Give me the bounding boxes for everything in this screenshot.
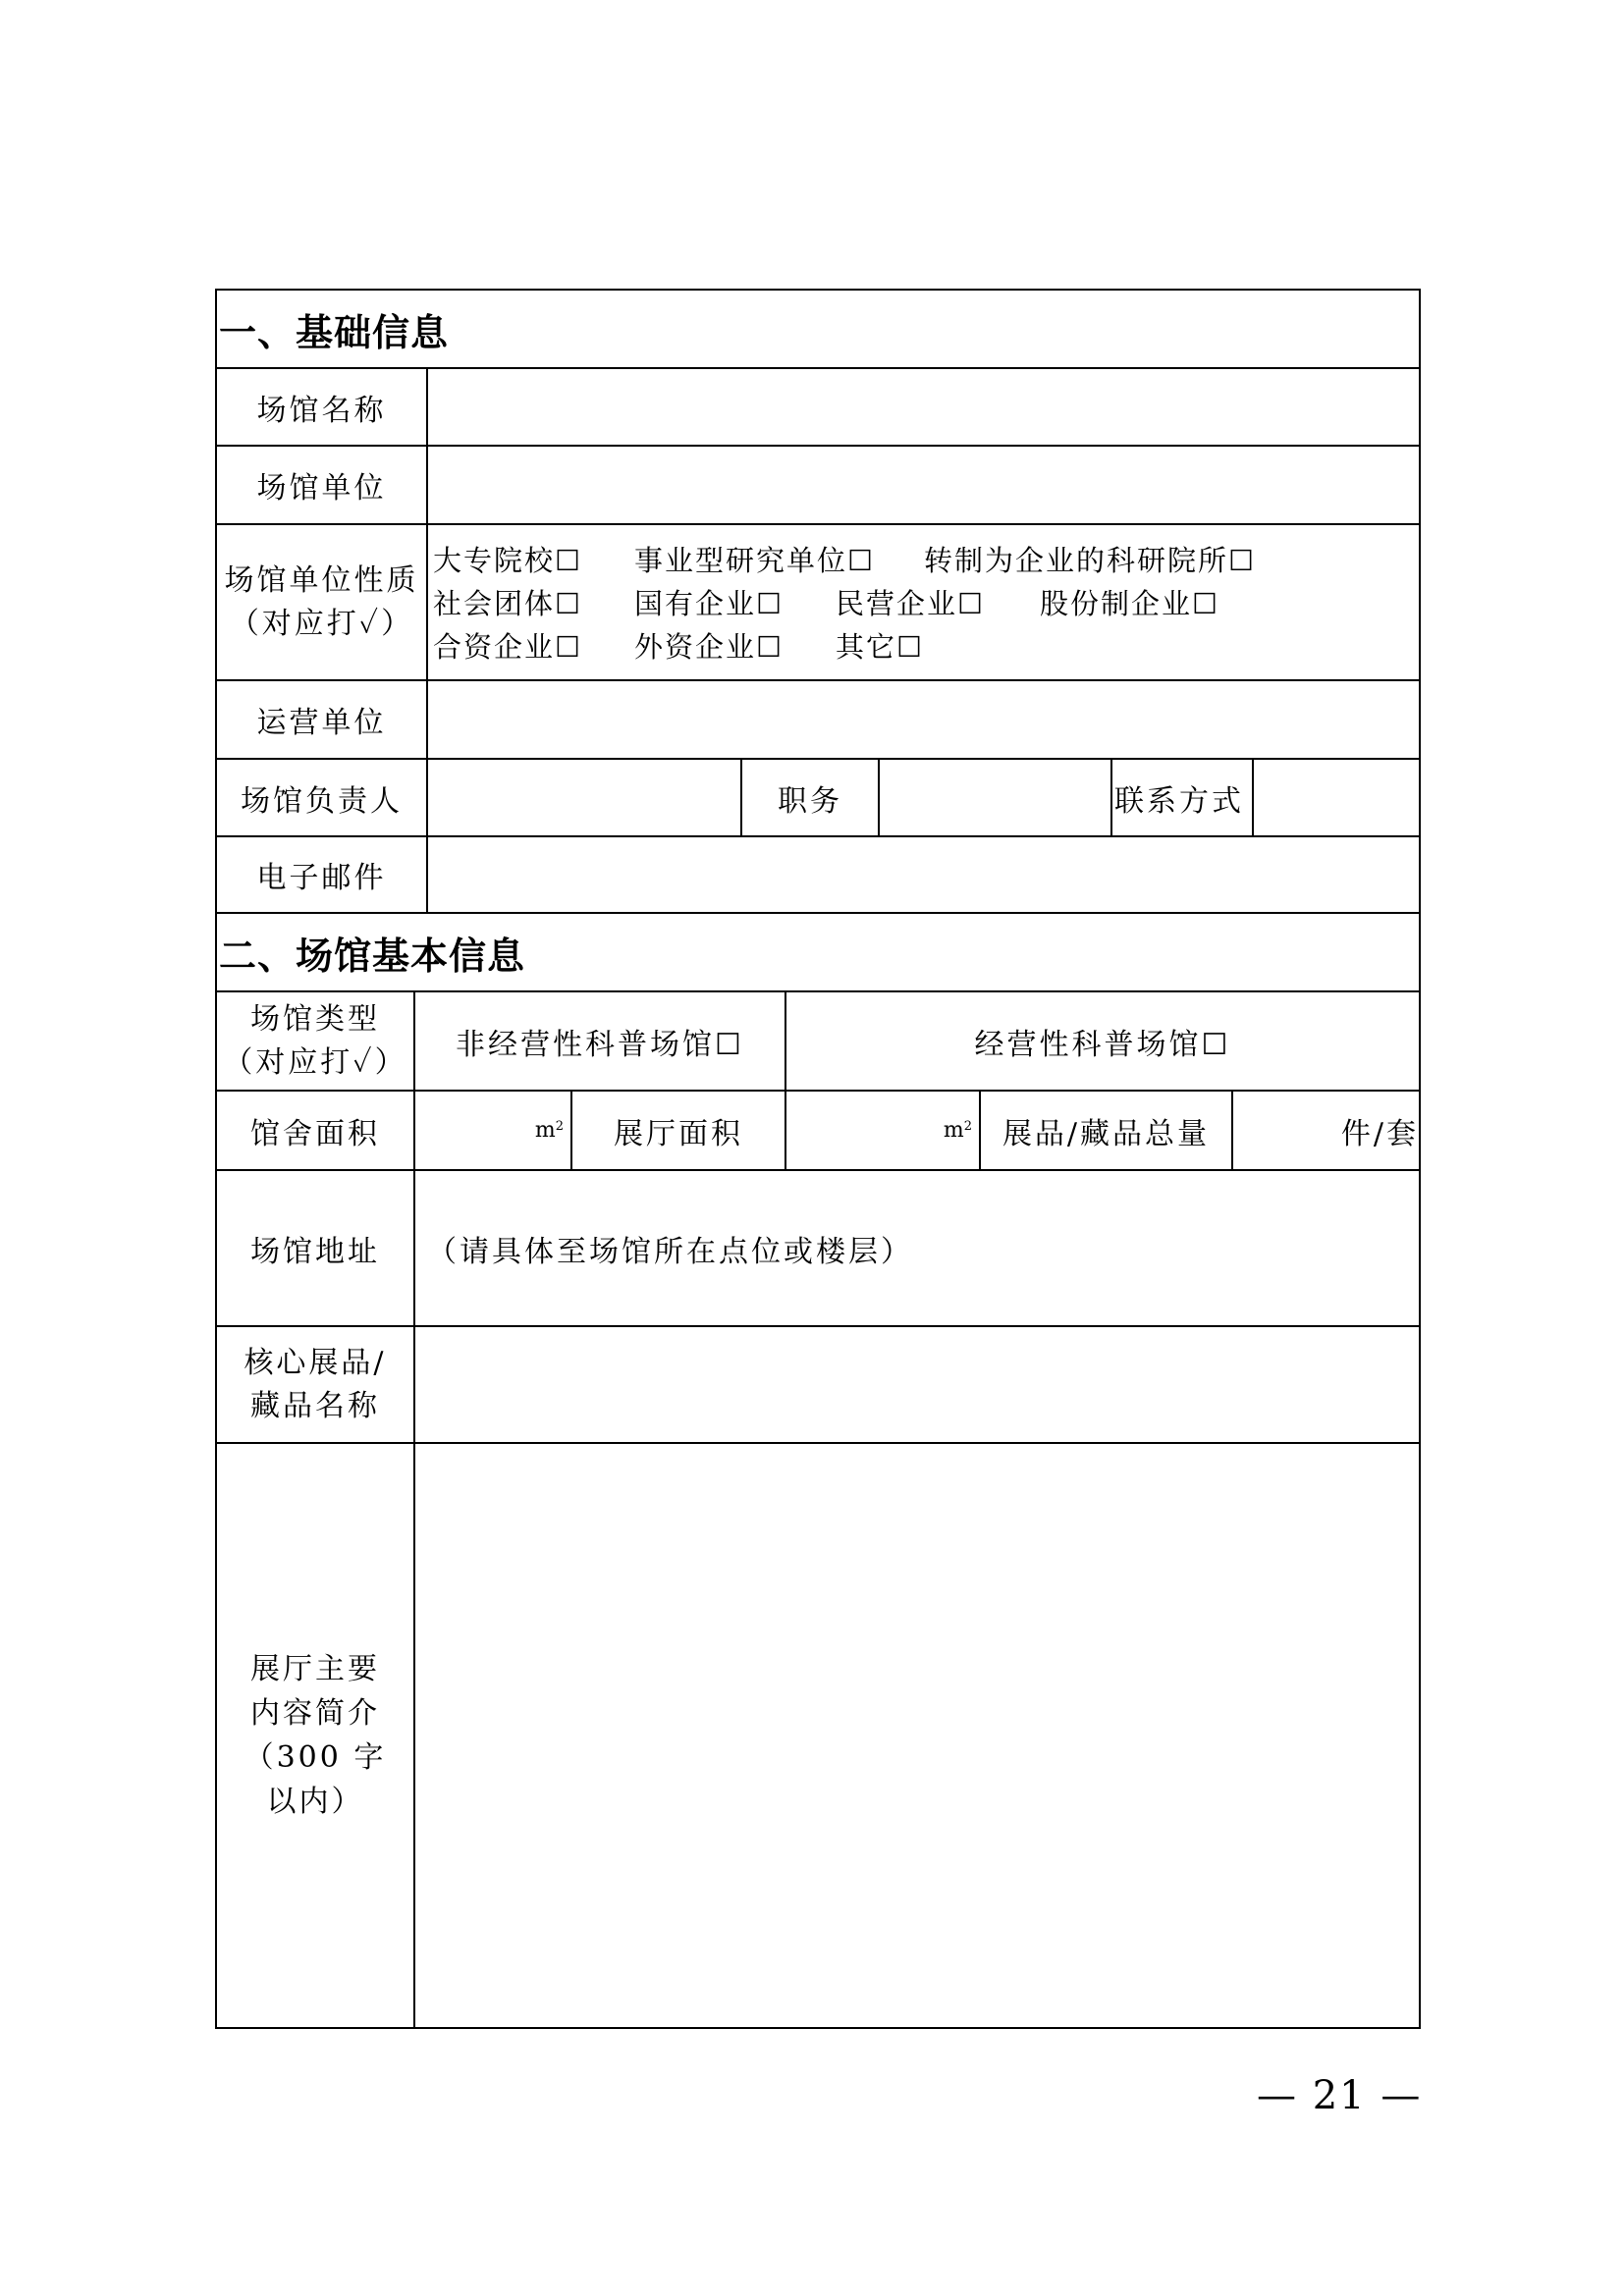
- intro-label-line1: 展厅主要: [250, 1652, 380, 1686]
- operator-label: 运营单位: [256, 706, 387, 740]
- email-field[interactable]: [426, 837, 1419, 912]
- intro-label-line3: （300 字: [244, 1740, 387, 1775]
- contact-label: 联系方式: [1110, 760, 1252, 835]
- head-row: [217, 760, 1419, 837]
- hall-area-label: 展厅面积: [570, 1092, 785, 1169]
- core-exhibits-label: [217, 1327, 413, 1442]
- core-exhibits-label-line2: 藏品名称: [250, 1388, 380, 1423]
- nature-option-converted-institute[interactable]: 转制为企业的科研院所☐: [924, 544, 1256, 577]
- section-2-header: [217, 914, 1419, 992]
- address-field[interactable]: [413, 1171, 1419, 1325]
- operator-row: [217, 681, 1419, 760]
- nature-line-3: [433, 625, 1409, 668]
- exhibits-total-field[interactable]: [1231, 1092, 1419, 1169]
- nature-line-2: [433, 582, 1409, 625]
- nature-option-joint-venture[interactable]: 合资企业☐: [433, 630, 582, 664]
- nature-option-private[interactable]: 民营企业☐: [836, 587, 985, 620]
- venue-type-label: [217, 992, 413, 1090]
- hall-area-field[interactable]: [785, 1092, 979, 1169]
- hall-area-unit-sup: 2: [963, 1119, 975, 1134]
- position-field[interactable]: [878, 760, 1110, 835]
- venue-type-label-line1: 场馆类型: [250, 1002, 380, 1037]
- intro-label-line2: 内容简介: [250, 1696, 380, 1731]
- unit-nature-label-line1: 场馆单位性质: [224, 563, 419, 598]
- intro-field[interactable]: [413, 1444, 1419, 2027]
- operator-field[interactable]: [426, 681, 1419, 758]
- type-option-nonprofit[interactable]: 非经营性科普场馆☐: [413, 992, 785, 1090]
- building-area-label: 馆舍面积: [250, 1116, 380, 1151]
- venue-unit-label: 场馆单位: [256, 471, 387, 506]
- address-hint: （请具体至场馆所在点位或楼层）: [427, 1234, 913, 1269]
- venue-name-label: 场馆名称: [256, 393, 387, 428]
- area-row: [217, 1092, 1419, 1171]
- nature-option-joint-stock[interactable]: 股份制企业☐: [1040, 587, 1219, 620]
- venue-name-row: [217, 369, 1419, 447]
- section-1-header: [217, 291, 1419, 369]
- head-field[interactable]: [426, 760, 740, 835]
- building-area-unit: m: [534, 1118, 556, 1143]
- unit-nature-options: [433, 539, 1409, 668]
- type-option-commercial[interactable]: 经营性科普场馆☐: [785, 992, 1419, 1090]
- email-label: 电子邮件: [256, 861, 387, 895]
- head-label: 场馆负责人: [241, 783, 403, 819]
- address-label: 场馆地址: [250, 1234, 380, 1269]
- venue-type-row: [217, 992, 1419, 1092]
- core-exhibits-label-line1: 核心展品/: [244, 1346, 387, 1380]
- exhibits-unit: 件/套: [1340, 1116, 1419, 1151]
- position-label: 职务: [740, 760, 878, 835]
- venue-unit-field[interactable]: [426, 447, 1419, 523]
- section-2-title: 二、场馆基本信息: [219, 934, 526, 978]
- unit-nature-label-line2: （对应打✓）: [229, 606, 414, 641]
- venue-type-label-line2: （对应打✓）: [223, 1044, 407, 1080]
- address-row: [217, 1171, 1419, 1327]
- building-area-field[interactable]: [413, 1092, 570, 1169]
- nature-option-foreign[interactable]: 外资企业☐: [634, 630, 784, 664]
- venue-info-form: [215, 289, 1421, 2029]
- unit-nature-row: [217, 525, 1419, 681]
- nature-option-college[interactable]: 大专院校☐: [433, 544, 582, 577]
- intro-row: [217, 1444, 1419, 2027]
- email-row: [217, 837, 1419, 914]
- exhibits-total-label: 展品/藏品总量: [979, 1092, 1231, 1169]
- nature-option-state-owned[interactable]: 国有企业☐: [634, 587, 784, 620]
- core-exhibits-row: [217, 1327, 1419, 1444]
- unit-nature-label: [217, 525, 426, 679]
- contact-field[interactable]: [1252, 760, 1419, 835]
- intro-label: [217, 1444, 413, 2027]
- nature-option-social-group[interactable]: 社会团体☐: [433, 587, 582, 620]
- venue-unit-row: [217, 447, 1419, 525]
- building-area-unit-sup: 2: [555, 1119, 567, 1134]
- nature-line-1: [433, 539, 1409, 582]
- nature-option-other[interactable]: 其它☐: [836, 630, 924, 664]
- nature-option-research-institution[interactable]: 事业型研究单位☐: [634, 544, 875, 577]
- page-number: — 21 —: [1257, 2073, 1423, 2118]
- core-exhibits-field[interactable]: [413, 1327, 1419, 1442]
- venue-name-field[interactable]: [426, 369, 1419, 445]
- hall-area-unit: m: [943, 1118, 964, 1143]
- intro-label-line4: 以内）: [266, 1785, 364, 1819]
- section-1-title: 一、基础信息: [219, 310, 450, 354]
